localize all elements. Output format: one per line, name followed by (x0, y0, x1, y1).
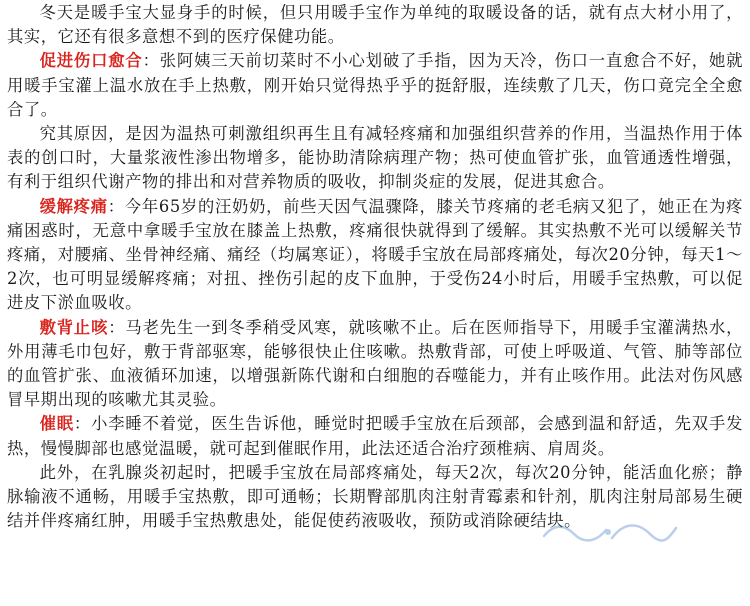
intro-paragraph: 冬天是暖手宝大显身手的时候，但只用暖手宝作为单纯的取暖设备的话，就有点大材小用了，其实，它还有很多意想不到的医疗保健功能。 (7, 3, 743, 47)
watermark-graphic (540, 518, 680, 544)
section-heading: 缓解疼痛 (39, 196, 108, 216)
section-wound-healing (7, 49, 743, 122)
section-text: ：张阿姨三天前切菜时不小心划破了手指，因为天冷，伤口一直愈合不好，她就用暖手宝灌上温水放在手上热敷，刚开始只觉得热乎乎的挺舒服，连续敷了几天，伤口竟完全全愈合了。 (7, 51, 743, 119)
section-text: ：小李睡不着觉，医生告诉他，睡觉时把暖手宝放在后颈部，会感到温和舒适，先双手发热，慢慢脚部也感觉温暖，就可起到催眠作用，此法还适合治疗颈椎病、肩周炎。 (7, 414, 743, 458)
section-text: 此外，在乳腺炎初起时，把暖手宝放在局部疼痛处，每天2次，每次20分钟，能活血化瘀；静脉输液不通畅，用暖手宝热敷，即可通畅；长期臀部肌肉注射青霉素和针剂，肌肉注射局部易生硬结并伴疼痛红肿，用暖手宝热敷患处，能促使药液吸收，预防或消除硬结块。 (7, 462, 743, 531)
section-pain-relief (7, 195, 743, 316)
section-sleep (7, 412, 743, 460)
section-cough (7, 316, 743, 413)
section-heading: 敷背止咳 (39, 317, 109, 337)
section-heading: 促进伤口愈合 (39, 51, 143, 71)
section-text: ：今年65岁的汪奶奶，前些天因气温骤降，膝关节疼痛的老毛病又犯了，她正在为疼痛困惑时，无意中拿暖手宝放在膝盖上热敷，疼痛很快就得到了缓解。其实热敷不光可以缓解关节疼痛，对腰痛、坐骨神经痛、痛经（均属寒证），将暖手宝放在局部疼痛处，每次20分钟，每天1～2次，也可明显缓解疼痛；对扭、挫伤引起的皮下血肿，于受伤24小时后，用暖手宝热敷，可以促进皮下淤血吸收。 (7, 196, 743, 313)
section-text: ：马老先生一到冬季稍受风寒，就咳嗽不止。后在医师指导下，用暖手宝灌满热水，外用薄毛巾包好，敷于背部驱寒，能够很快止住咳嗽。热敷背部，可使上呼吸道、气管、肺等部位的血管扩张、血液循环加速，以增强新陈代谢和白细胞的吞噬能力，并有止咳作用。此法对伤风感冒早期出现的咳嗽尤其灵验。 (7, 317, 743, 410)
section-explanation (7, 122, 743, 195)
section-heading: 催眠 (39, 414, 74, 434)
section-text: 究其原因，是因为温热可刺激组织再生且有减轻疼痛和加强组织营养的作用，当温热作用于体表的创口时，大量浆液性渗出物增多，能协助清除病理产物；热可使血管扩张，血管通透性增强，有利于组织代谢产物的排出和对营养物质的吸收，抑制炎症的发展，促进其愈合。 (7, 124, 743, 192)
